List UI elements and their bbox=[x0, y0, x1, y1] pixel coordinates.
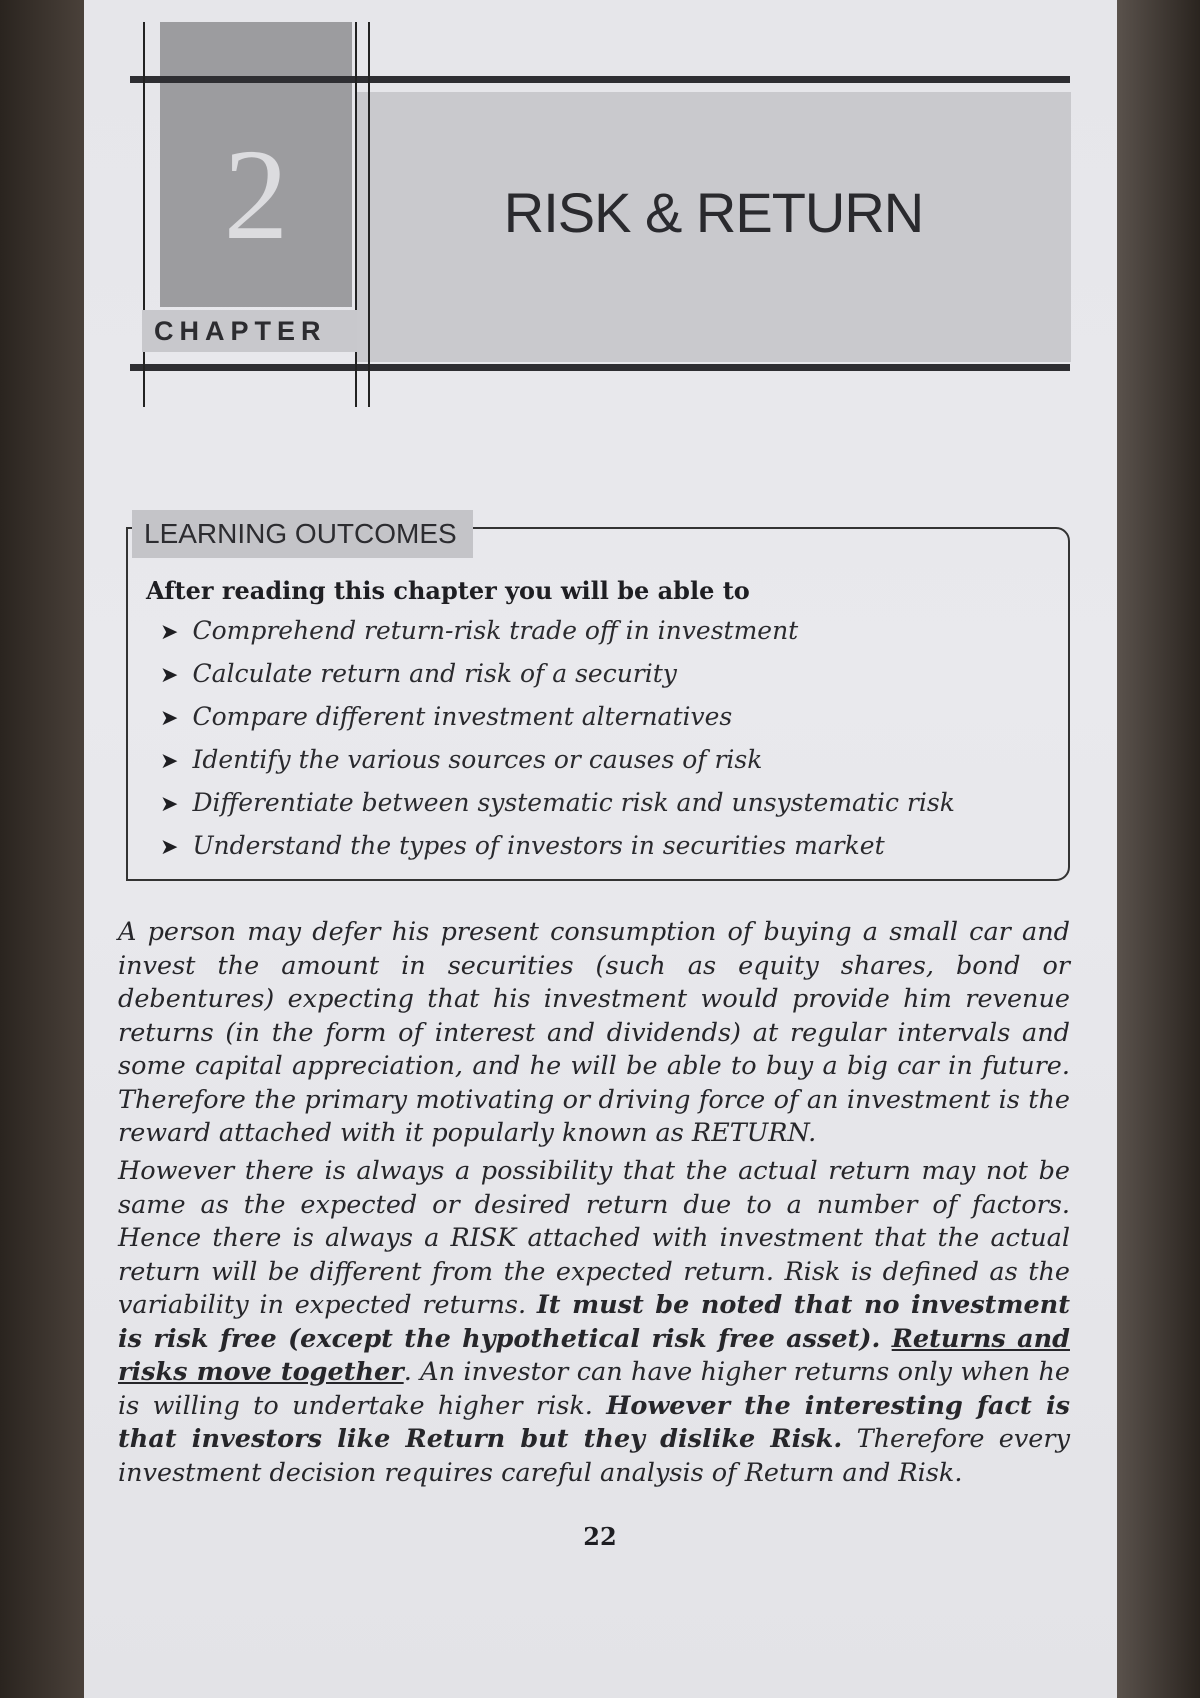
paragraph-risk: However there is always a possibility that the actual return may not be same as the expected or desired return due to a number of factors. Hence there is always a RISK attached with investment that the actual return will be different from the expected return. Risk is defined as the variability in expected returns. It must be noted that no investment is risk free (except the hypothetical risk free asset). Returns and risks move together. An investor can have higher returns only when he is willing to undertake higher risk. However the interesting fact is that investors like Return but they dislike Risk. Therefore every investment decision requires careful analysis of Return and Risk. bbox=[118, 1156, 1071, 1488]
arrow-bullet-icon: ➤ bbox=[160, 620, 179, 645]
header-rule-bottom bbox=[130, 364, 1070, 371]
learning-outcomes-intro: After reading this chapter you will be able to bbox=[146, 576, 750, 605]
arrow-bullet-icon: ➤ bbox=[160, 706, 179, 731]
learning-outcomes-list bbox=[160, 616, 955, 874]
list-item: ➤ Comprehend return-risk trade off in investment bbox=[160, 616, 799, 645]
list-item: ➤ Compare different investment alternatives bbox=[160, 702, 733, 731]
arrow-bullet-icon: ➤ bbox=[160, 835, 179, 860]
arrow-bullet-icon: ➤ bbox=[160, 749, 179, 774]
learning-outcomes-heading: LEARNING OUTCOMES bbox=[132, 510, 473, 558]
page-edge-left bbox=[0, 0, 84, 1698]
list-item: ➤ Understand the types of investors in securities market bbox=[160, 831, 885, 860]
list-item: ➤ Differentiate between systematic risk and unsystematic risk bbox=[160, 788, 955, 817]
header-rule-top bbox=[130, 76, 1070, 83]
chapter-label: CHAPTER bbox=[142, 310, 357, 352]
page-number: 22 bbox=[583, 1522, 617, 1551]
chapter-title: RISK & RETURN bbox=[503, 181, 924, 244]
paragraph-return: A person may defer his present consumption of buying a small car and invest the amount in securities (such as equity shares, bond or debentures) expecting that his investment would provide him revenue returns (in the form of interest and dividends) at regular intervals and some capital appreciation, and he will be able to buy a big car in future. Therefore the primary motivating or driving force of an investment is the reward attached with it popularly known as RETURN. bbox=[118, 917, 1070, 1148]
arrow-bullet-icon: ➤ bbox=[160, 792, 179, 817]
arrow-bullet-icon: ➤ bbox=[160, 663, 179, 688]
chapter-number: 2 bbox=[223, 123, 289, 267]
list-item: ➤ Calculate return and risk of a security bbox=[160, 659, 677, 688]
page-edge-right bbox=[1117, 0, 1200, 1698]
list-item: ➤ Identify the various sources or causes of risk bbox=[160, 745, 763, 774]
